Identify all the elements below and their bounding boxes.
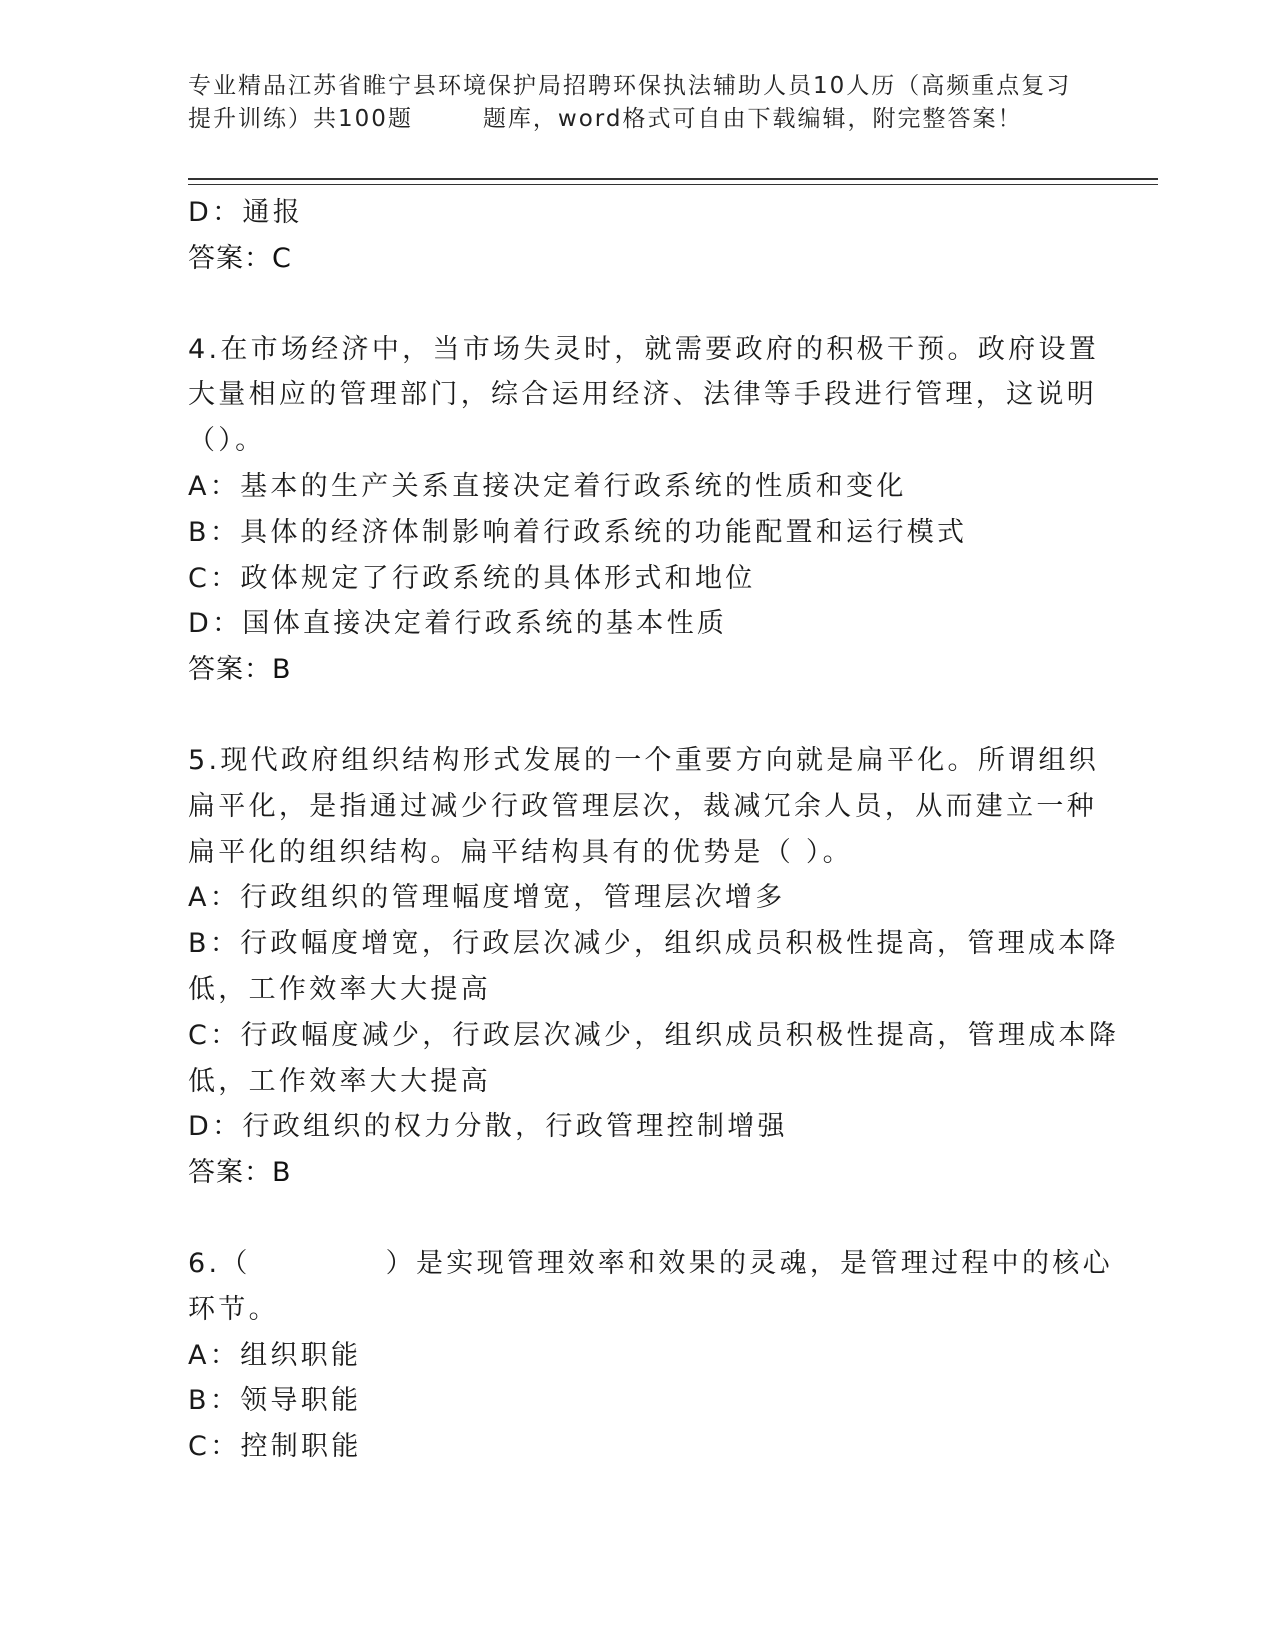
q4-stem-line-3: （）。 [188,425,266,457]
q4-option-c: C：政体规定了行政系统的具体形式和地位 [188,562,756,594]
header-line-2-right: 题库，word格式可自由下载编辑，附完整答案！ [482,106,1023,132]
q6-stem-line-1 [188,1241,1113,1287]
q5-answer: 答案：B [188,1157,292,1189]
q3-option-d: D：通报 [188,197,303,228]
header-line-1: 专业精品江苏省睢宁县环境保护局招聘环保执法辅助人员10人历（高频重点复习 [188,73,1072,99]
q5-stem-line-2: 扁平化，是指通过减少行政管理层次，裁减冗余人员，从而建立一种 [188,790,1097,822]
header-divider-thick [188,178,1158,180]
q4-stem-line-1: 4.在市场经济中，当市场失灵时，就需要政府的积极干预。政府设置 [188,333,1100,365]
q4-option-b: B：具体的经济体制影响着行政系统的功能配置和运行模式 [188,516,968,548]
q5-option-c-line-1: C：行政幅度减少，行政层次减少，组织成员积极性提高，管理成本降 [188,1019,1120,1051]
q5-option-b-line-1: B：行政幅度增宽，行政层次减少，组织成员积极性提高，管理成本降 [188,928,1119,960]
q5-stem-line-3: 扁平化的组织结构。扁平结构具有的优势是（ ）。 [188,836,853,868]
q4-answer: 答案：B [188,654,292,686]
question-6 [188,1241,1113,1470]
q6-stem-prefix: 6.（ [188,1247,251,1279]
q5-option-b-line-2: 低，工作效率大大提高 [188,973,491,1005]
document-header [188,70,1088,136]
question-4 [188,327,1100,693]
q6-stem-suffix: ）是实现管理效率和效果的灵魂，是管理过程中的核心 [385,1247,1113,1279]
question-5 [188,738,1120,1196]
q5-stem-line-1: 5.现代政府组织结构形式发展的一个重要方向就是扁平化。所谓组织 [188,744,1100,776]
q6-stem-line-2: 环节。 [188,1293,279,1325]
q5-option-a: A：行政组织的管理幅度增宽，管理层次增多 [188,882,786,914]
q6-option-a: A：组织职能 [188,1339,362,1371]
q3-answer: 答案：C [188,242,292,274]
q4-option-a: A：基本的生产关系直接决定着行政系统的性质和变化 [188,470,907,502]
q4-option-d: D：国体直接决定着行政系统的基本性质 [188,608,728,640]
q5-option-d: D：行政组织的权力分散，行政管理控制增强 [188,1111,788,1143]
q5-option-c-line-2: 低，工作效率大大提高 [188,1065,491,1097]
header-line-2-left: 提升训练）共100题 [188,106,413,132]
q4-stem-line-2: 大量相应的管理部门，综合运用经济、法律等手段进行管理，这说明 [188,379,1097,411]
question-3-tail [188,190,1078,282]
document-body [188,190,1120,1470]
header-line-2 [188,103,1088,136]
q6-option-c: C：控制职能 [188,1431,362,1463]
q6-option-b: B：领导职能 [188,1385,362,1417]
header-divider-thin [188,184,1158,185]
